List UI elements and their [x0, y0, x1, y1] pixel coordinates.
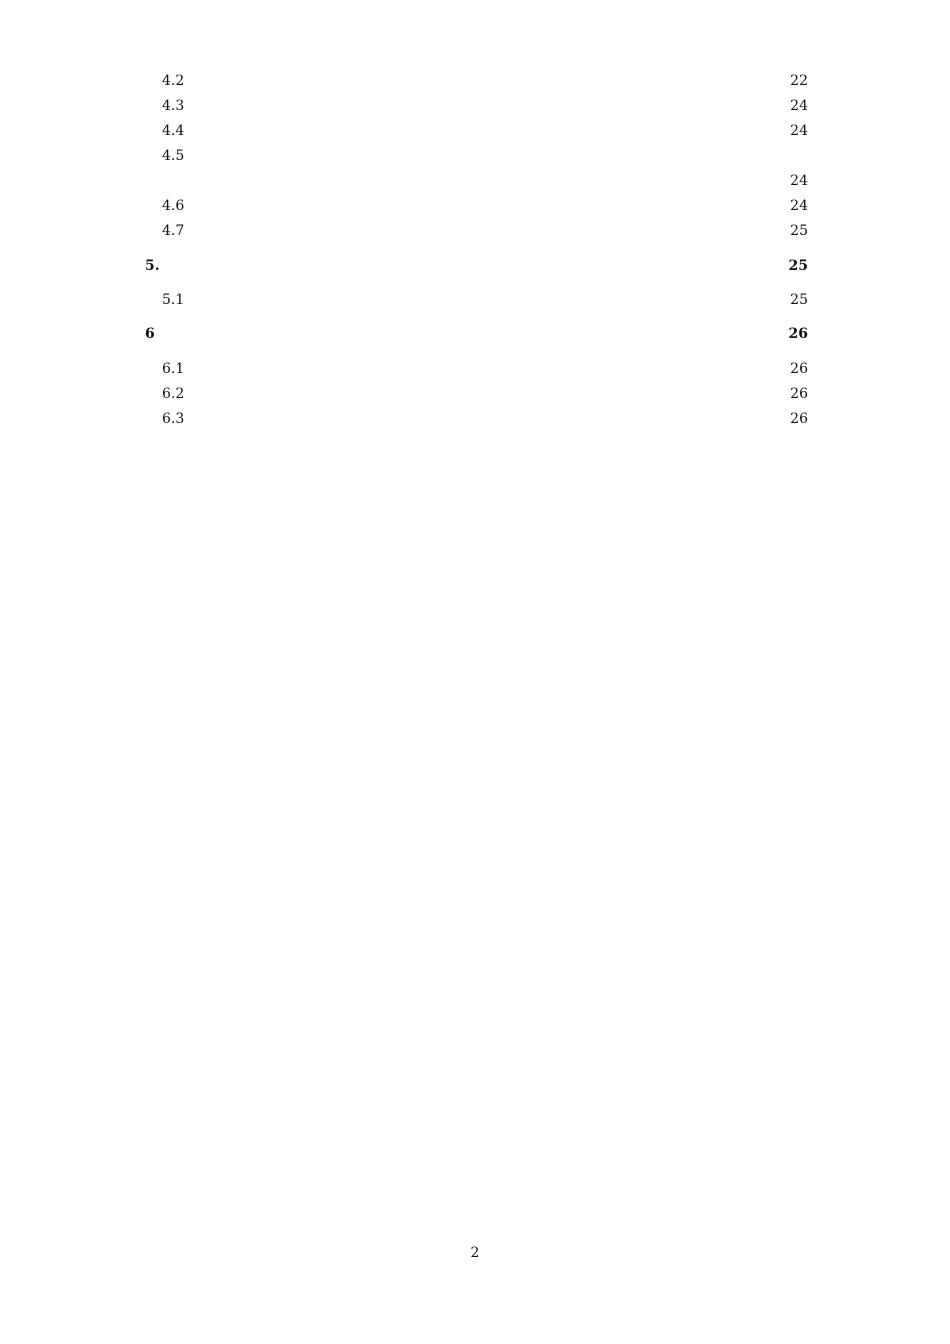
toc-entry-page: 24 — [790, 98, 808, 114]
toc-section-page: 25 — [788, 258, 808, 274]
toc-entry-page: 26 — [790, 386, 808, 402]
toc-entry-page: 24 — [790, 173, 808, 189]
toc-entry-page: 25 — [790, 292, 808, 308]
toc-entry-number: 4.3 — [162, 98, 185, 114]
toc-entry-number: 4.5 — [162, 148, 185, 164]
toc-entry-number: 4.7 — [162, 223, 185, 239]
toc-entry-number: 5.1 — [162, 292, 185, 308]
toc-entry-number: 4.2 — [162, 73, 185, 89]
toc-entry-number: 6.3 — [162, 411, 185, 427]
toc-entry-page: 25 — [790, 223, 808, 239]
toc-entry-number: 4.4 — [162, 123, 185, 139]
toc-entry-number: 6.1 — [162, 361, 185, 377]
toc-entry-page: 26 — [790, 411, 808, 427]
toc-entry-page: 24 — [790, 123, 808, 139]
toc-entry-number: 4.6 — [162, 198, 185, 214]
toc-entry-number: 6.2 — [162, 386, 185, 402]
toc-section-number: 6 — [145, 326, 155, 342]
toc-section-page: 26 — [788, 326, 808, 342]
toc-entry-page: 22 — [790, 73, 808, 89]
toc-entry-page: 24 — [790, 198, 808, 214]
toc-entry-page: 26 — [790, 361, 808, 377]
page-number: 2 — [470, 1245, 480, 1261]
toc-section-number: 5. — [145, 258, 160, 274]
